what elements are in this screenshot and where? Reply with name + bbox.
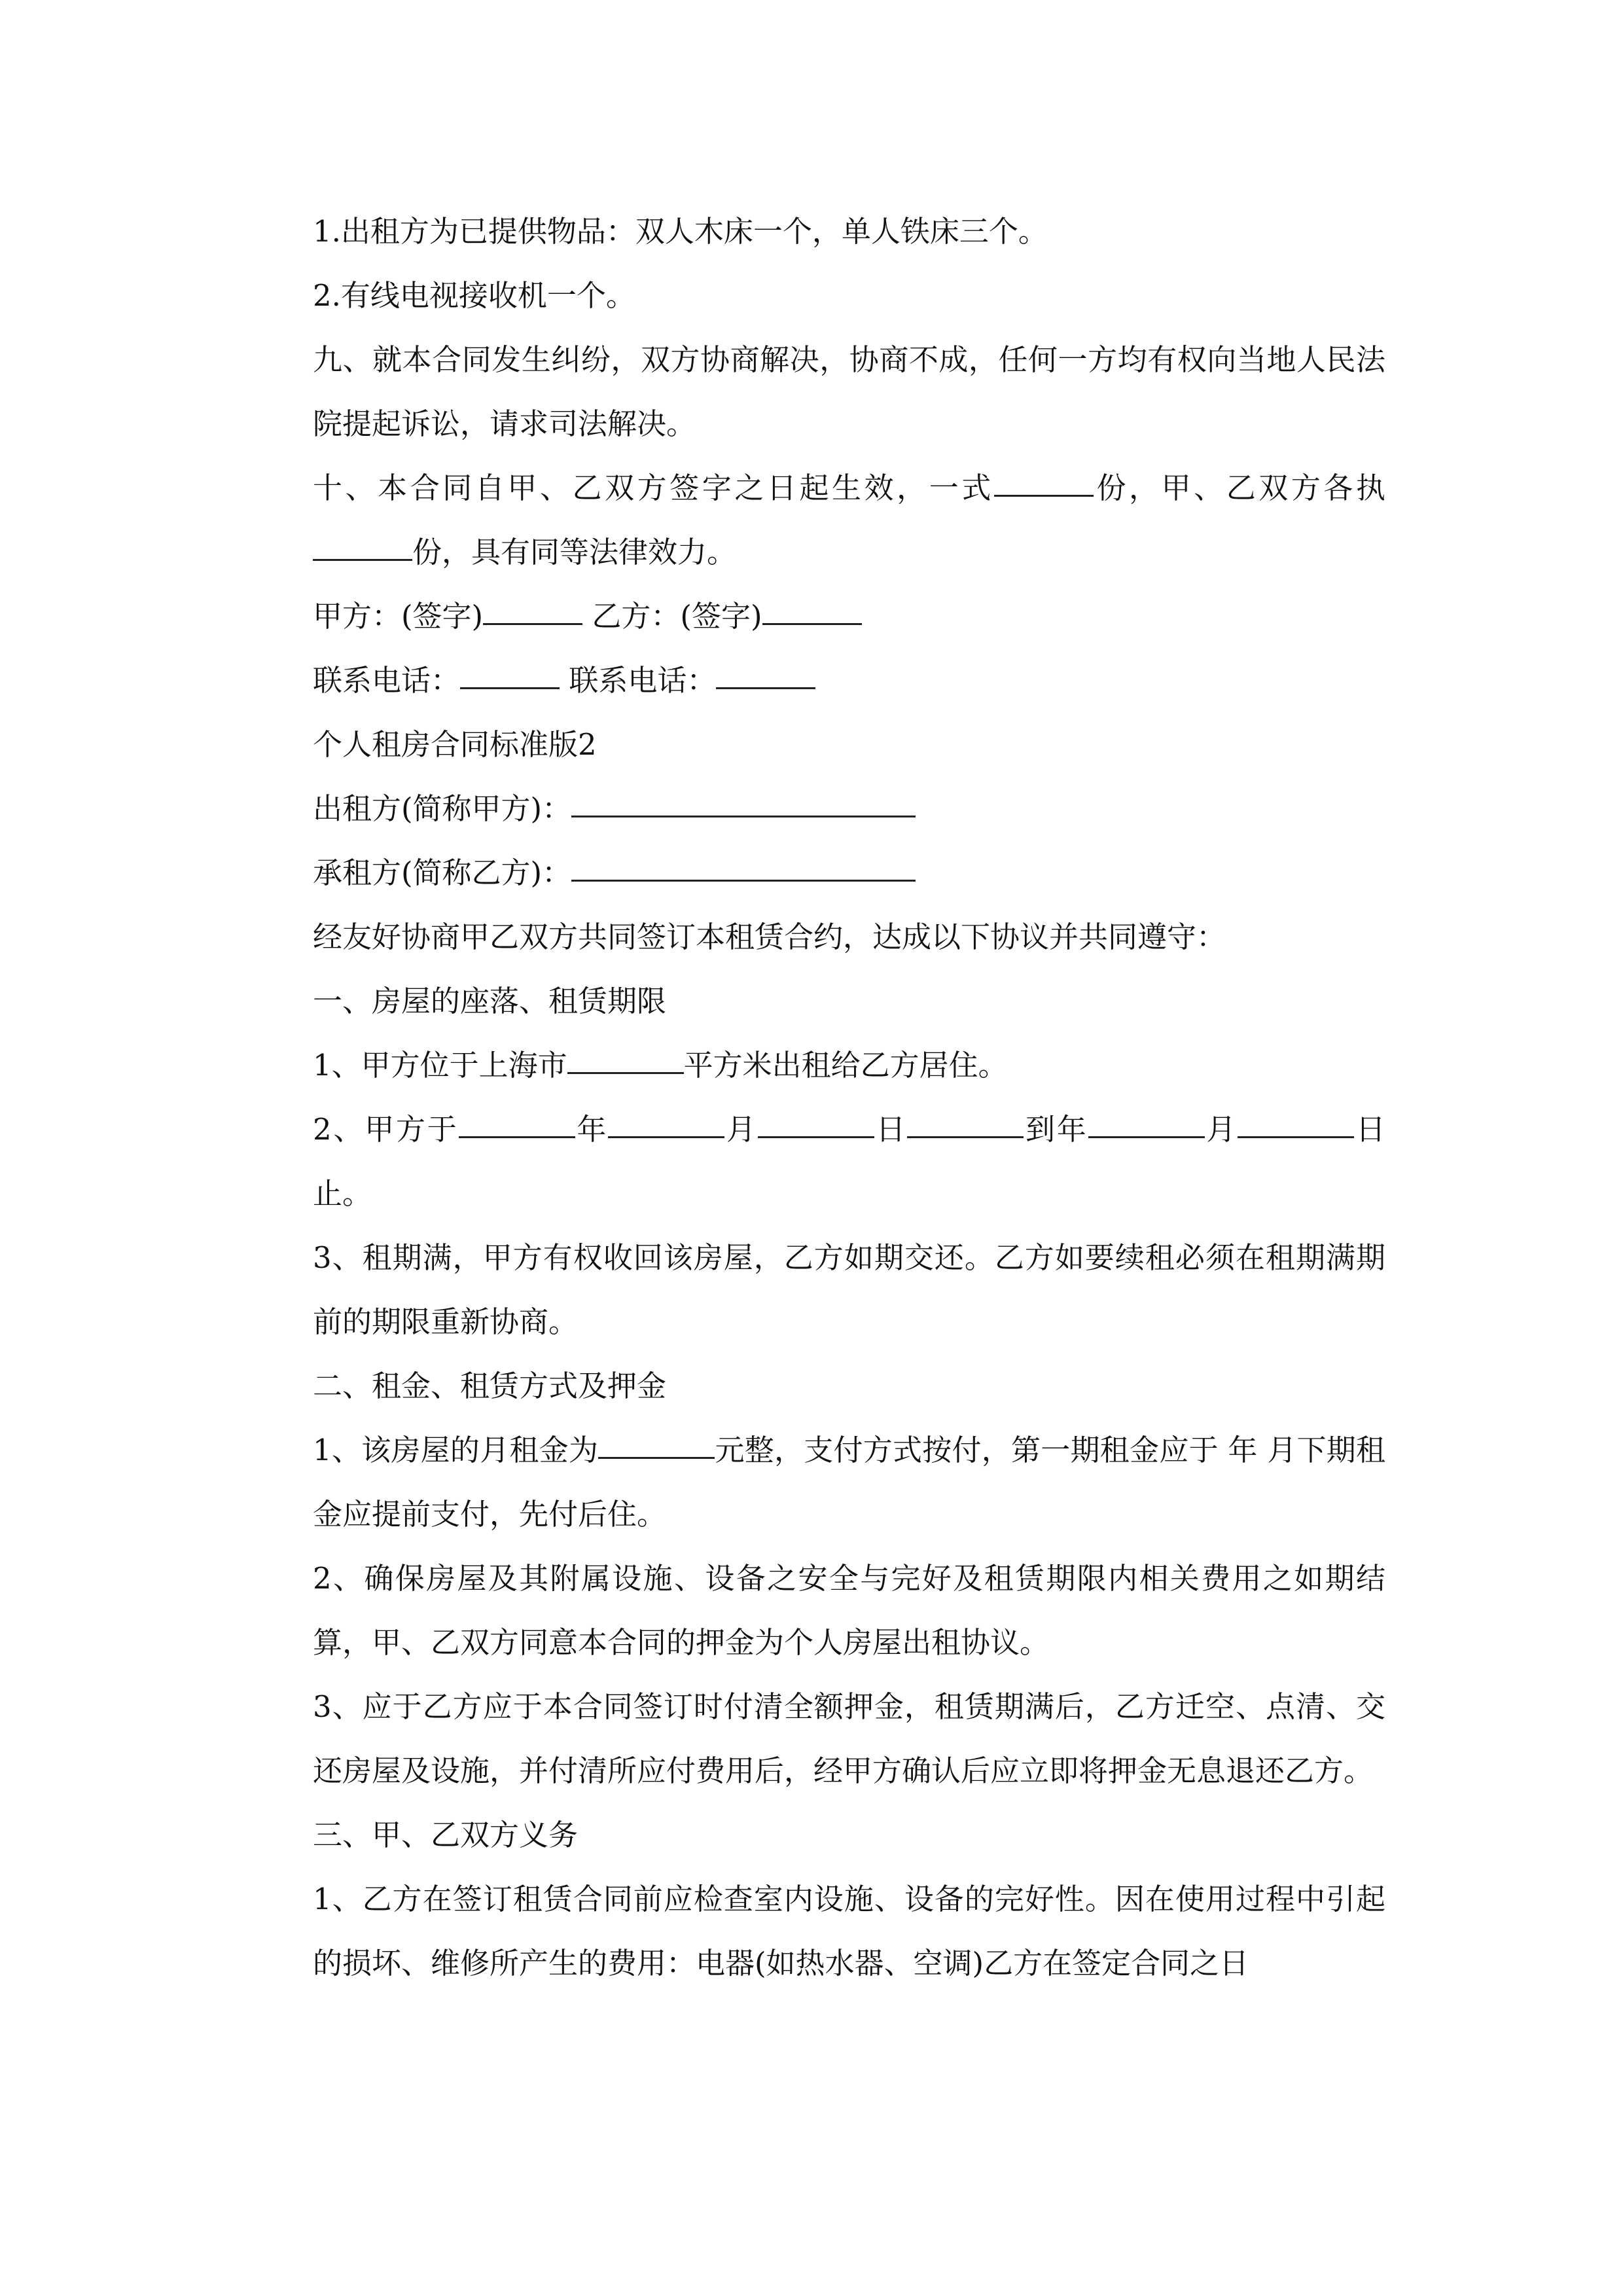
section-3-heading: 三、甲、乙双方义务: [313, 1818, 579, 1852]
item-furniture: 1.出租方为已提供物品：双人木床一个，单人铁床三个。: [313, 214, 1048, 249]
clause-2-2-deposit: 2、确保房屋及其附属设施、设备之安全与完好及租赁期限内相关费用之如期结算，甲、乙双方同意本合同的押金为个人房屋出租协议。: [313, 1561, 1385, 1660]
lessor-line: 出租方(简称甲方)：: [243, 777, 1385, 841]
lessee-name-blank: [571, 879, 916, 882]
clause-10-effect: 十、本合同自甲、乙双方签字之日起生效，一式 份，甲、乙双方各执份，具有同等法律效力。: [313, 471, 1385, 569]
start-day-blank: [758, 1136, 874, 1138]
contract-body: [243, 200, 1385, 1996]
start-year-blank: [459, 1136, 575, 1138]
contract-title-2: 个人租房合同标准版2: [313, 727, 597, 762]
signature-line: 甲方：(签字) 乙方：(签字): [243, 584, 1385, 649]
section-1-heading: 一、房屋的座落、租赁期限: [313, 984, 667, 1018]
copies-blank: [994, 494, 1094, 497]
clause-2-1-rent: 1、该房屋的月租金为 元整，支付方式按付，第一期租金应于 年 月下期租金应提前支付，先付后住。: [313, 1433, 1385, 1532]
party-a-signature-blank: [483, 622, 582, 625]
clause-2-3-refund: 3、应于乙方应于本合同签订时付清全额押金，租赁期满后，乙方迁空、点清、交还房屋及设施，并付清所应付费用后，经甲方确认后应立即将押金无息退还乙方。: [313, 1689, 1385, 1788]
party-b-signature-blank: [762, 622, 862, 625]
clause-9-disputes: 九、就本合同发生纠纷，双方协商解决，协商不成，任何一方均有权向当地人民法院提起诉讼，请求司法解决。: [313, 342, 1385, 441]
area-blank: [567, 1071, 684, 1074]
party-b-phone-blank: [716, 687, 815, 689]
lessee-line: 承租方(简称乙方)：: [243, 841, 1385, 905]
end-year-blank: [907, 1136, 1024, 1138]
start-month-blank: [608, 1136, 724, 1138]
copies-each-blank: [313, 558, 412, 561]
end-day-blank: [1238, 1136, 1354, 1138]
clause-1-3-expiry: 3、租期满，甲方有权收回该房屋，乙方如期交还。乙方如要续租必须在租期满期前的期限重新协商。: [313, 1240, 1385, 1339]
monthly-rent-blank: [598, 1456, 715, 1459]
phone-line: 联系电话： 联系电话：: [243, 649, 1385, 713]
party-a-phone-blank: [460, 687, 560, 689]
item-tv-receiver: 2.有线电视接收机一个。: [313, 278, 635, 313]
agreement-intro: 经友好协商甲乙双方共同签订本租赁合约，达成以下协议并共同遵守：: [313, 920, 1226, 954]
clause-1-1-location: 1、甲方位于上海市 平方米出租给乙方居住。: [313, 1048, 1008, 1083]
lessor-name-blank: [571, 815, 916, 817]
section-2-heading: 二、租金、租赁方式及押金: [313, 1369, 667, 1403]
clause-3-1-inspection: 1、乙方在签订租赁合同前应检查室内设施、设备的完好性。因在使用过程中引起的损坏、维修所产生的费用：电器(如热水器、空调)乙方在签定合同之日: [313, 1882, 1385, 1981]
end-month-blank: [1088, 1136, 1205, 1138]
clause-1-2-period: 2、甲方于 年 月 日 到年 月 日止。: [313, 1112, 1385, 1211]
